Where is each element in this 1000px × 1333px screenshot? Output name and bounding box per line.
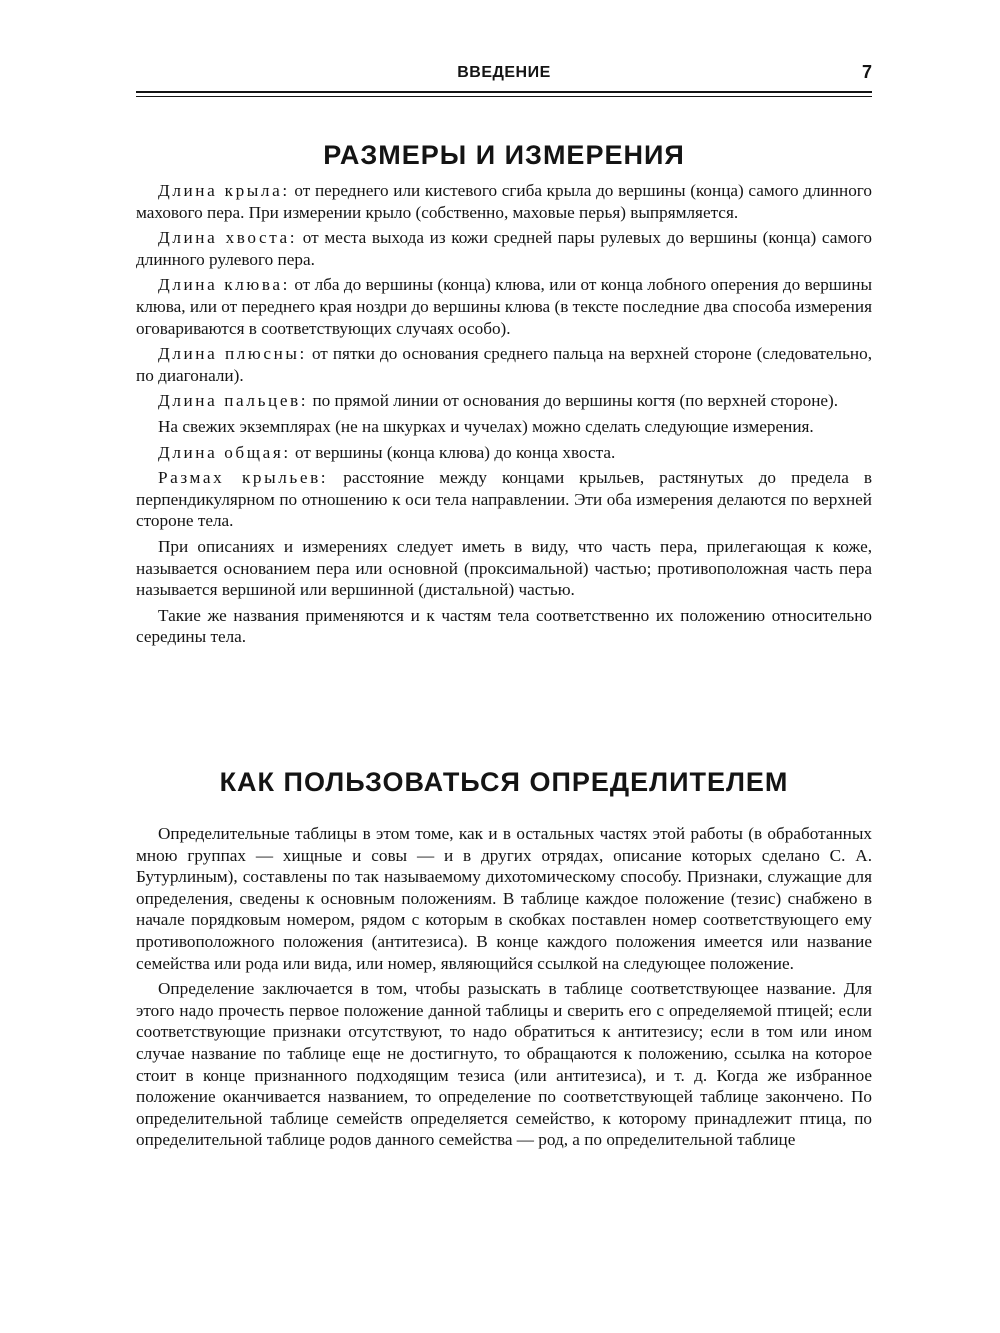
term: Длина пальцев: [158, 391, 309, 411]
page-header [136, 62, 872, 88]
section-body-how-to-use [136, 823, 872, 1155]
running-title: ВВЕДЕНИЕ [457, 64, 551, 81]
paragraph-text: от пятки до основания среднего пальца на верхней стороне (следовательно, по диагонали). [136, 344, 872, 385]
paragraph-feather-parts [136, 536, 872, 601]
paragraph-body-parts [136, 605, 872, 648]
paragraph-fresh-specimens [136, 416, 872, 438]
paragraph-tarsus-length [136, 343, 872, 386]
header-rule-thin [136, 96, 872, 97]
paragraph-toe-length [136, 390, 872, 412]
paragraph-tail-length [136, 227, 872, 270]
page-number: 7 [861, 62, 872, 82]
paragraph-text: расстояние между концами крыльев, растянутых до предела в перпендикулярном по отношению к оси тела направлении. Эти оба измерения делаются по верхней стороне тела. [136, 468, 872, 531]
paragraph-wing-length [136, 180, 872, 223]
paragraph-text: На свежих экземплярах (не на шкурках и чучелах) можно сделать следующие измерения. [158, 416, 814, 436]
paragraph-identification-procedure [136, 978, 872, 1151]
section-heading-measurements: РАЗМЕРЫ И ИЗМЕРЕНИЯ [323, 140, 685, 170]
paragraph-text: Определительные таблицы в этом томе, как и в остальных частях этой работы (в обработанных мною группах — хищные и совы — и в других отрядах, описание которых сделано С. А. Бутурлиным), составлены по так называемому дихотомическому способу. Признаки, служащие для определения, сведены к основным положениям. В таблице каждое положение (тезис) снабжено в начале порядковым номером, рядом с которым в скобках поставлен номер соответствующего ему противоположного положения (антитезиса). В конце каждого положения имеется или название семейства или рода или вида, или номер, являющийся ссылкой на следующее положение. [136, 824, 872, 973]
paragraph-text: от лба до вершины (конца) клюва, или от конца лобного оперения до вершины клюва, или от переднего края ноздри до вершины клюва (в тексте последние два способа измерения оговариваются в соответствующих случаях особо). [136, 275, 872, 338]
paragraph-text: от вершины (конца клюва) до конца хвоста. [290, 442, 616, 462]
paragraph-bill-length [136, 274, 872, 339]
section-body-measurements [136, 180, 872, 652]
paragraph-text: Такие же названия применяются и к частям тела соответственно их положению относительно середины тела. [136, 605, 872, 647]
paragraph-text: При описаниях и измерениях следует иметь в виду, что часть пера, прилегающая к коже, называется основанием пера или основной (проксимальной) частью; противоположная часть пера называется вершиной или вершинной (дистальной) частью. [136, 536, 872, 600]
term: Длина хвоста: [158, 228, 298, 248]
paragraph-text: от переднего или кистевого сгиба крыла до вершины (конца) самого длинного махового пера. При измерении крыло (собственно, маховые перья) выпрямляется. [136, 181, 872, 222]
paragraph-text: Определение заключается в том, чтобы разыскать в таблице соответствующее название. Для этого надо прочесть первое положение данной таблицы и сверить его с определяемой птицей; если соответствующие признаки отсутствуют, то надо обратиться к антитезису; если в том или ином случае название по таблице еще не достигнуто, то обращаются к положению, ссылка на которое стоит в конце признанного подходящим тезиса (или антитезиса), и т. д. Когда же избранное положение оканчивается названием, то определение по соответствующей таблице закончено. По определительной таблице семейств определяется семейство, к которому принадлежит птица, по определительной таблице родов данного семейства — род, а по определительной таблице [136, 979, 872, 1150]
term: Длина крыла: [158, 181, 290, 200]
term: Длина клюва: [158, 275, 290, 295]
paragraph-text: от места выхода из кожи средней пары рулевых до вершины (конца) самого длинного рулевого пера. [136, 228, 873, 269]
paragraph-wingspan [136, 467, 872, 532]
section-heading-how-to-use: КАК ПОЛЬЗОВАТЬСЯ ОПРЕДЕЛИТЕЛЕМ [219, 767, 789, 797]
term: Размах крыльев: [158, 468, 329, 488]
term: Длина общая: [158, 442, 291, 462]
paragraph-total-length [136, 442, 872, 464]
header-rule-thick [136, 91, 872, 93]
term: Длина плюсны: [158, 344, 307, 364]
paragraph-tables-description [136, 823, 872, 974]
paragraph-text: по прямой линии от основания до вершины когтя (по верхней стороне). [308, 391, 839, 411]
